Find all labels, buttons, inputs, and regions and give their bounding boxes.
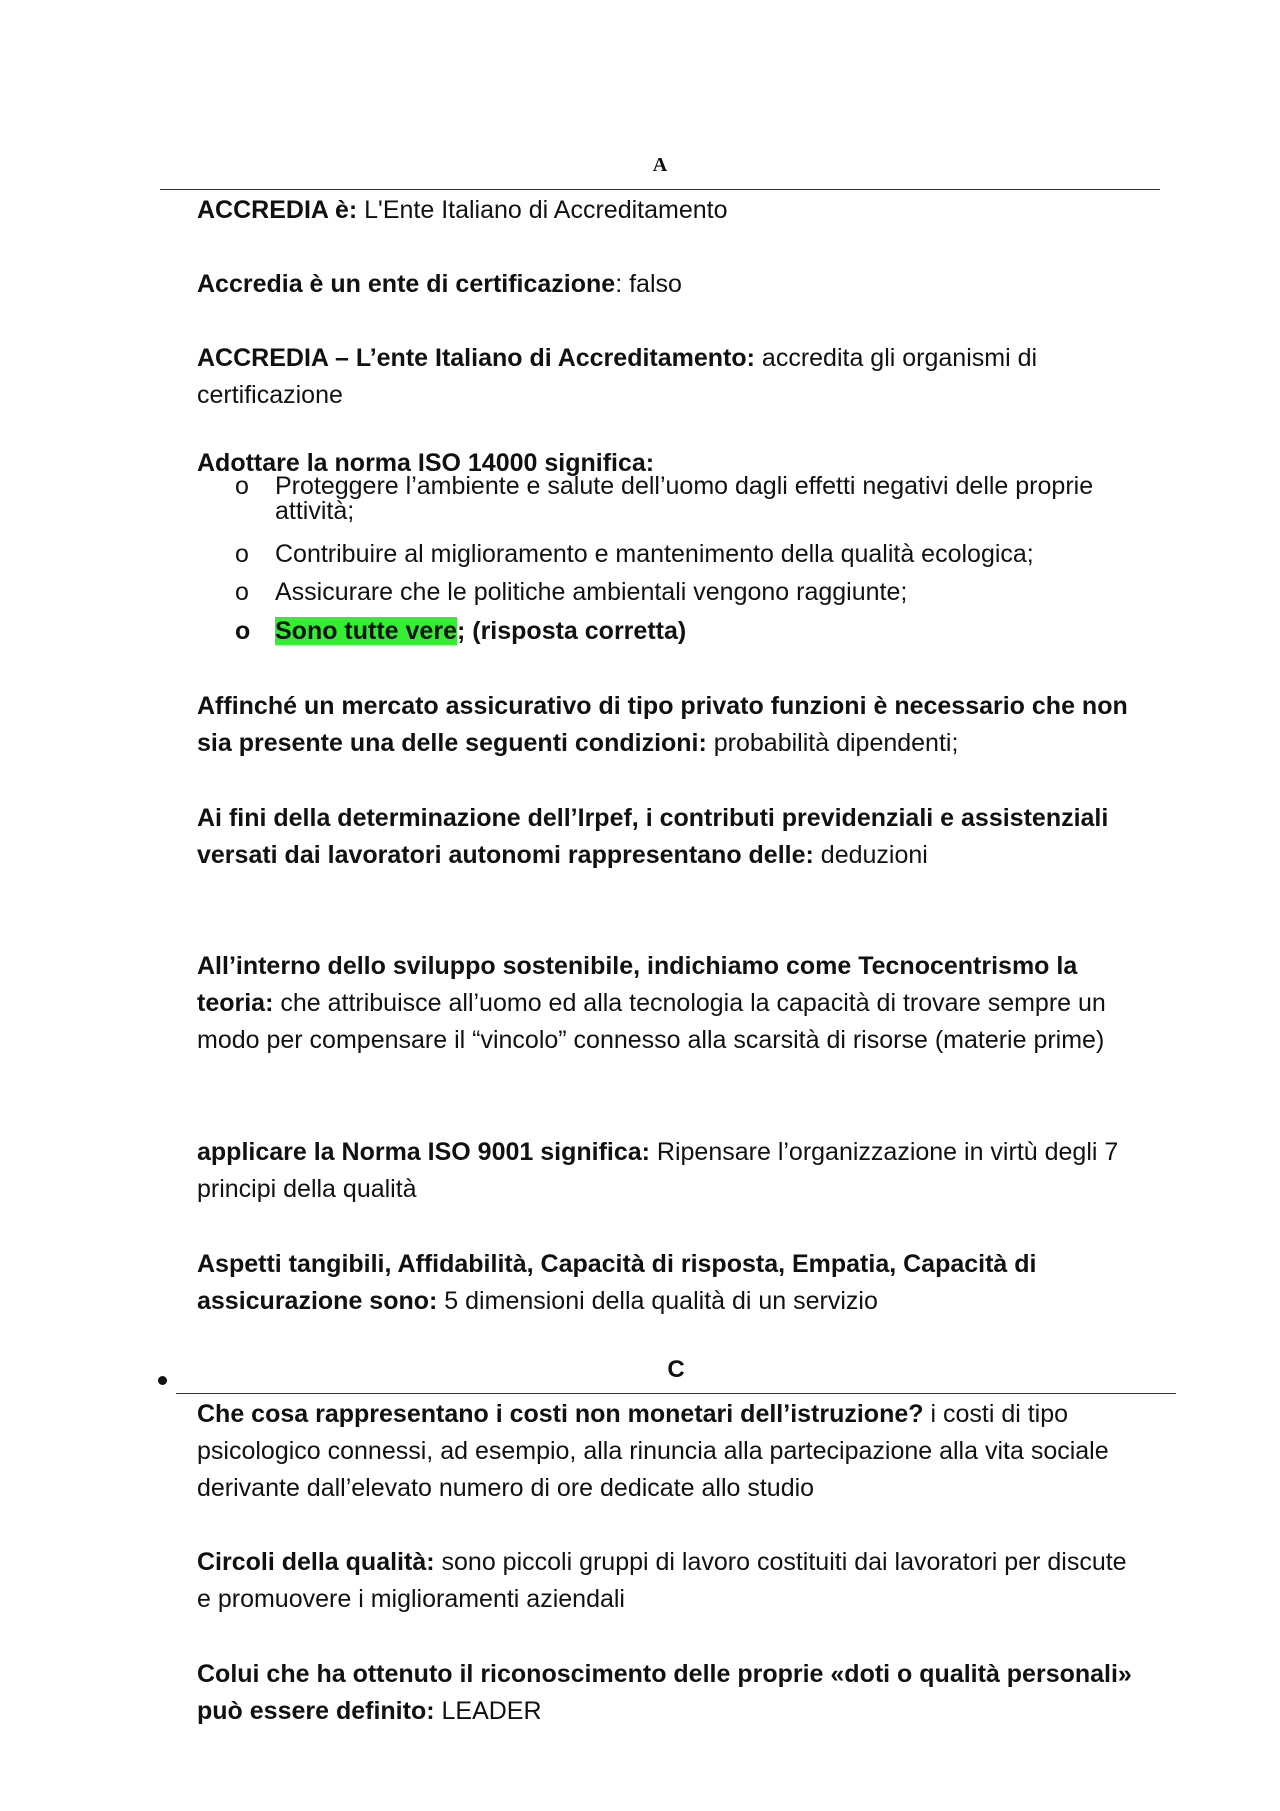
entry-accredia-accredita — [197, 340, 1137, 414]
entry-answer: i costi di tipo psicologico connessi, ad esempio, alla rinuncia alla partecipazione alla vita sociale derivante dall’elevato numero di ore dedicate allo studio — [197, 1400, 1109, 1502]
entry-question: Ai fini della determinazione dell’Irpef, i contributi previdenziali e assistenziali versati dai lavoratori autonomi rappresentano delle: — [197, 804, 1109, 869]
correct-answer-highlight: Sono tutte vere — [275, 617, 457, 645]
entry-irpef — [197, 800, 1137, 874]
entry-ente-certificazione — [197, 266, 1137, 303]
section-c-heading: C — [667, 1356, 685, 1383]
entry-dimensioni-qualita — [197, 1246, 1137, 1320]
option-item-correct — [197, 613, 1235, 650]
option-item — [197, 474, 1155, 524]
entry-question: ACCREDIA – L’ente Italiano di Accreditamento: — [197, 344, 755, 372]
entry-question: ACCREDIA è: — [197, 196, 358, 224]
entry-answer: che attribuisce all’uomo ed alla tecnologia la capacità di trovare sempre un modo per compensare il “vincolo” connesso alla scarsità di risorse (materie prime) — [197, 989, 1106, 1054]
entry-accredia — [197, 192, 1137, 229]
entry-answer: 5 dimensioni della qualità di un servizio — [437, 1287, 878, 1315]
entry-mercato-assicurativo — [197, 688, 1137, 762]
option-item — [197, 536, 1235, 573]
entry-question: Che cosa rappresentano i costi non monetari dell’istruzione? — [197, 1400, 924, 1428]
bullet-icon — [158, 1376, 167, 1385]
entry-tecnocentrismo — [197, 948, 1137, 1059]
entry-answer: LEADER — [434, 1697, 542, 1725]
entry-answer: sono piccoli gruppi di lavoro costituiti dai lavoratori per discute e promuovere i miglioramenti aziendali — [197, 1548, 1127, 1613]
option-marker: o — [235, 578, 249, 606]
entry-answer: L'Ente Italiano di Accreditamento — [357, 196, 728, 224]
entry-question: applicare la Norma ISO 9001 significa: — [197, 1138, 650, 1166]
entry-question: All’interno dello sviluppo sostenibile, indichiamo come Tecnocentrismo la teoria: — [197, 952, 1078, 1017]
entry-circoli-qualita — [197, 1544, 1137, 1618]
section-c-rule — [176, 1393, 1176, 1394]
entry-question: Accredia è un ente di certificazione — [197, 270, 616, 298]
entry-answer: : falso — [615, 270, 682, 298]
section-a-heading: A — [652, 154, 668, 176]
entry-question: Affinché un mercato assicurativo di tipo privato funzioni è necessario che non sia presente una delle seguenti condizioni: — [197, 692, 1128, 757]
entry-answer: probabilità dipendenti; — [706, 729, 959, 757]
option-marker: o — [235, 540, 249, 568]
entry-question: Colui che ha ottenuto il riconoscimento delle proprie «doti o qualità personali» può essere definito: — [197, 1660, 1132, 1725]
entry-answer: deduzioni — [813, 841, 928, 869]
option-marker: o — [235, 472, 249, 500]
entry-answer: Ripensare l’organizzazione in virtù degli 7 principi della qualità — [197, 1138, 1119, 1203]
option-marker: o — [235, 617, 251, 645]
entry-answer: accredita gli organismi di certificazione — [197, 344, 1038, 409]
entry-costi-istruzione — [197, 1396, 1137, 1507]
entry-iso9001 — [197, 1134, 1137, 1208]
entry-question: Adottare la norma ISO 14000 significa: — [197, 449, 655, 477]
section-a-rule — [160, 189, 1160, 190]
option-text: Assicurare che le politiche ambientali vengono raggiunte; — [275, 578, 908, 606]
option-item — [197, 574, 1235, 611]
entry-question: Aspetti tangibili, Affidabilità, Capacità di risposta, Empatia, Capacità di assicurazione sono: — [197, 1250, 1037, 1315]
option-text: Contribuire al miglioramento e mantenimento della qualità ecologica; — [275, 540, 1034, 568]
option-text: Proteggere l’ambiente e salute dell’uomo dagli effetti negativi delle proprie attività; — [275, 472, 1094, 525]
entry-leader — [197, 1656, 1137, 1730]
correct-answer-note: ; (risposta corretta) — [456, 617, 687, 645]
entry-question: Circoli della qualità: — [197, 1548, 435, 1576]
